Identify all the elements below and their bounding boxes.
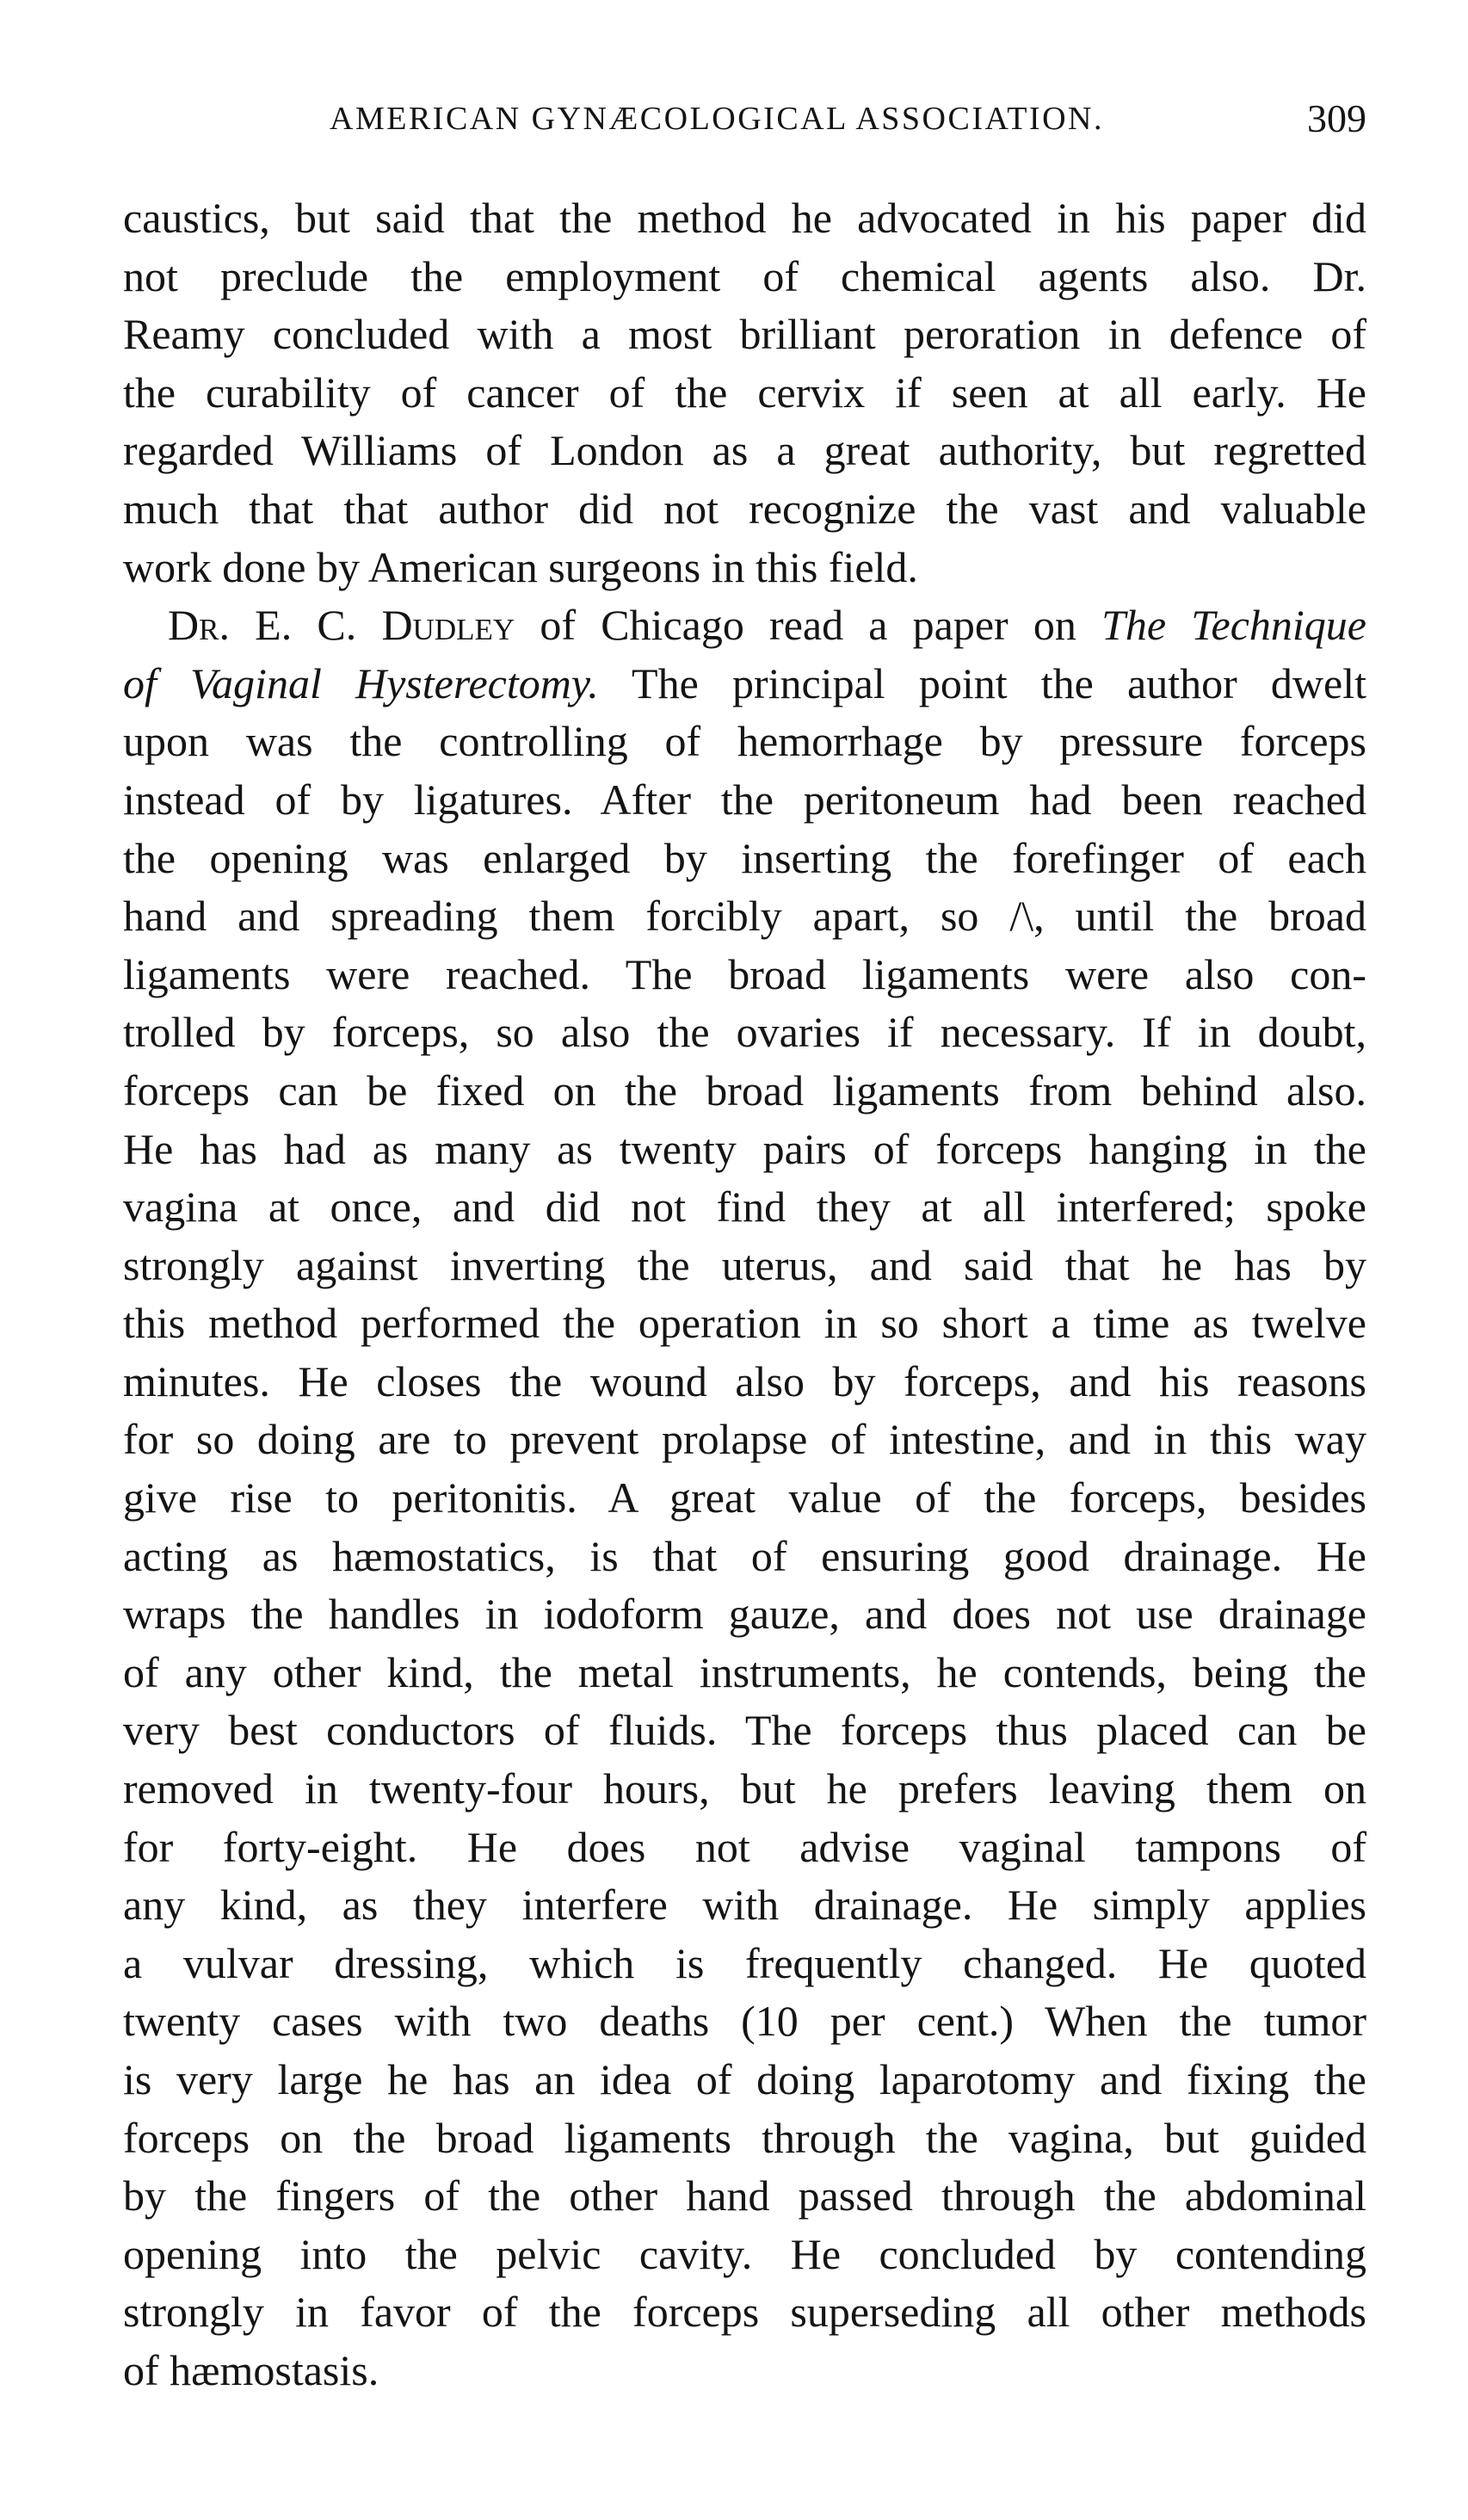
text-line: removed in twenty-four hours, but he prefers leaving them on bbox=[123, 1764, 1366, 1813]
text-line: of any other kind, the metal instruments, he contends, being the bbox=[123, 1647, 1366, 1696]
text-line bbox=[123, 655, 1366, 713]
text-line: strongly against inverting the uterus, and said that he has by bbox=[123, 1240, 1366, 1289]
text-line: not preclude the employment of chemical agents also. Dr. bbox=[123, 251, 1366, 300]
running-title: AMERICAN GYNÆCOLOGICAL ASSOCIATION. bbox=[330, 101, 1104, 137]
text-line: wraps the handles in iodoform gauze, and does not use drainage bbox=[123, 1590, 1366, 1639]
text-line: twenty cases with two deaths (10 per cent.) When the tumor bbox=[123, 1997, 1366, 2046]
text-line: give rise to peritonitis. A great value of the forceps, besides bbox=[123, 1473, 1366, 1522]
text-line: instead of by ligatures. After the peritoneum had been reached bbox=[123, 775, 1366, 824]
text-line: regarded Williams of London as a great authority, but regretted bbox=[123, 426, 1366, 475]
text-line: He has had as many as twenty pairs of forceps hanging in the bbox=[123, 1124, 1366, 1173]
text-line: the curability of cancer of the cervix if seen at all early. He bbox=[123, 368, 1366, 417]
page-number: 309 bbox=[1307, 96, 1366, 140]
body-text bbox=[123, 189, 1366, 2400]
text-line: forceps can be fixed on the broad ligaments from behind also. bbox=[123, 1065, 1366, 1115]
text-line: work done by American surgeons in this field. bbox=[123, 542, 918, 591]
text-line: this method performed the operation in so short a time as twelve bbox=[123, 1299, 1366, 1348]
text-line: strongly in favor of the forceps superseding all other methods bbox=[123, 2288, 1366, 2337]
text-line: forceps on the broad ligaments through the vagina, but guided bbox=[123, 2113, 1366, 2162]
running-header bbox=[123, 93, 1366, 145]
text-line: opening into the pelvic cavity. He concluded by contending bbox=[123, 2229, 1366, 2278]
paper-title: The Technique bbox=[1101, 601, 1366, 650]
text-line: very best conductors of fluids. The forceps thus placed can be bbox=[123, 1706, 1366, 1755]
text-line: by the fingers of the other hand passed through the abdominal bbox=[123, 2171, 1366, 2220]
text-line: vagina at once, and did not find they at all interfered; spoke bbox=[123, 1183, 1366, 1232]
text-line: any kind, as they interfere with drainage. He simply applies bbox=[123, 1881, 1366, 1930]
text-line: the opening was enlarged by inserting the forefinger of each bbox=[123, 833, 1366, 882]
text-line: for forty-eight. He does not advise vaginal tampons of bbox=[123, 1822, 1366, 1871]
text-line: is very large he has an idea of doing laparotomy and fixing the bbox=[123, 2055, 1366, 2103]
text-run: The principal point the author dwelt bbox=[598, 658, 1366, 707]
paper-title: of Vaginal Hysterectomy. bbox=[123, 658, 599, 707]
text-line: minutes. He closes the wound also by forceps, and his reasons bbox=[123, 1356, 1366, 1405]
text-line: upon was the controlling of hemorrhage by pressure forceps bbox=[123, 717, 1366, 766]
paragraph-start-line bbox=[123, 596, 1366, 655]
speaker-name: Dr. E. C. Dudley bbox=[168, 601, 515, 650]
text-line: hand and spreading them forcibly apart, so /\, until the broad bbox=[123, 892, 1366, 941]
text-line: of hæmostasis. bbox=[123, 2345, 379, 2394]
text-line: trolled by forceps, so also the ovaries if necessary. If in doubt, bbox=[123, 1008, 1366, 1057]
text-run: of Chicago read a paper on bbox=[515, 601, 1102, 650]
text-line: a vulvar dressing, which is frequently changed. He quoted bbox=[123, 1938, 1366, 1987]
text-line: Reamy concluded with a most brilliant peroration in defence of bbox=[123, 310, 1366, 359]
text-line: for so doing are to prevent prolapse of intestine, and in this way bbox=[123, 1415, 1366, 1464]
text-line: caustics, but said that the method he advocated in his paper did bbox=[123, 194, 1366, 242]
text-line: much that that author did not recognize the vast and valuable bbox=[123, 484, 1366, 533]
text-line: acting as hæmostatics, is that of ensuring good drainage. He bbox=[123, 1531, 1366, 1580]
text-line: ligaments were reached. The broad ligaments were also con- bbox=[123, 949, 1366, 998]
